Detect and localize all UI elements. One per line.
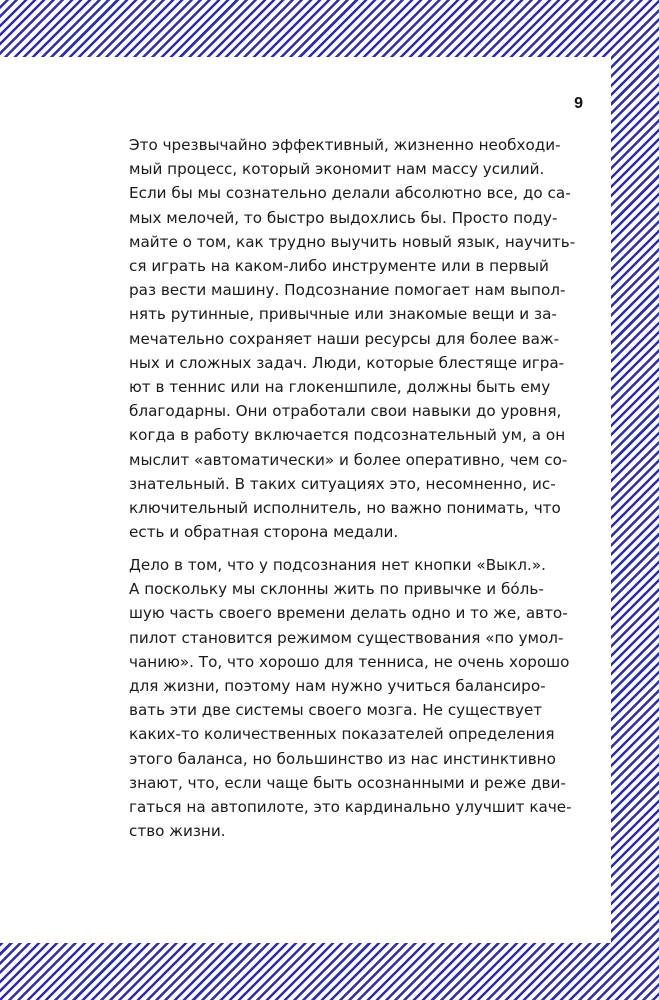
text-line: Дело в том, что у подсознания нет кнопки «Выкл.». [129,556,546,574]
book-page [0,57,611,943]
text-line: этого баланса, но большинство из нас инстинктивно [129,749,556,768]
text-line: когда в работу включается подсознательный ум, а он [129,426,566,445]
text-line: благодарны. Они отработали свои навыки до уровня, [129,402,562,421]
text-line: чанию». То, что хорошо для тенниса, не очень хорошо [129,652,570,671]
text-line: шую часть своего времени делать одно и то же, авто- [129,604,568,623]
text-line: Это чрезвычайно эффективный, жизненно необходи- [129,136,561,154]
text-line: пилот становится режимом существования «по умол- [129,628,564,647]
text-line: ся играть на каком-либо инструменте или в первый [129,257,549,276]
text-line: гаться на автопилоте, это кардинально улучшит каче- [129,798,572,817]
text-line: каких-то количественных показателей определения [129,725,555,744]
text-line: мых мелочей, то быстро выдохлись бы. Просто поду- [129,208,558,227]
text-line: ют в теннис или на глокеншпиле, должны быть ему [129,378,551,397]
text-line: есть и обратная сторона медали. [129,523,399,542]
text-line: ключительный исполнитель, но важно понимать, что [129,499,561,518]
text-line: знательный. В таких ситуациях это, несомненно, ис- [129,474,556,493]
text-line: Если бы мы сознательно делали абсолютно все, до са- [129,184,571,203]
text-line: мечательно сохраняет наши ресурсы для более важ- [129,329,560,348]
text-line: раз вести машину. Подсознание помогает нам выпол- [129,281,566,300]
text-line: знают, что, если чаще быть осознанными и реже дви- [129,773,566,792]
paragraph-1 [129,133,575,544]
paragraph-2 [129,553,572,843]
text-line: мый процесс, который экономит нам массу усилий. [129,160,545,179]
text-line: А поскольку мы склонны жить по привычке и бóль- [129,580,544,599]
text-line: майте о том, как трудно выучить новый язык, научить- [129,232,576,251]
text-line: ство жизни. [129,822,226,841]
page-number: 9 [574,95,583,112]
text-line: для жизни, поэтому нам нужно учиться балансиро- [129,677,546,696]
text-line: ных и сложных задач. Люди, которые блестяще игра- [129,353,565,372]
text-line: нять рутинные, привычные или знакомые вещи и за- [129,305,557,324]
text-line: мыслит «автоматически» и более оперативно, чем со- [129,450,568,469]
text-line: вать эти две системы своего мозга. Не существует [129,701,543,720]
